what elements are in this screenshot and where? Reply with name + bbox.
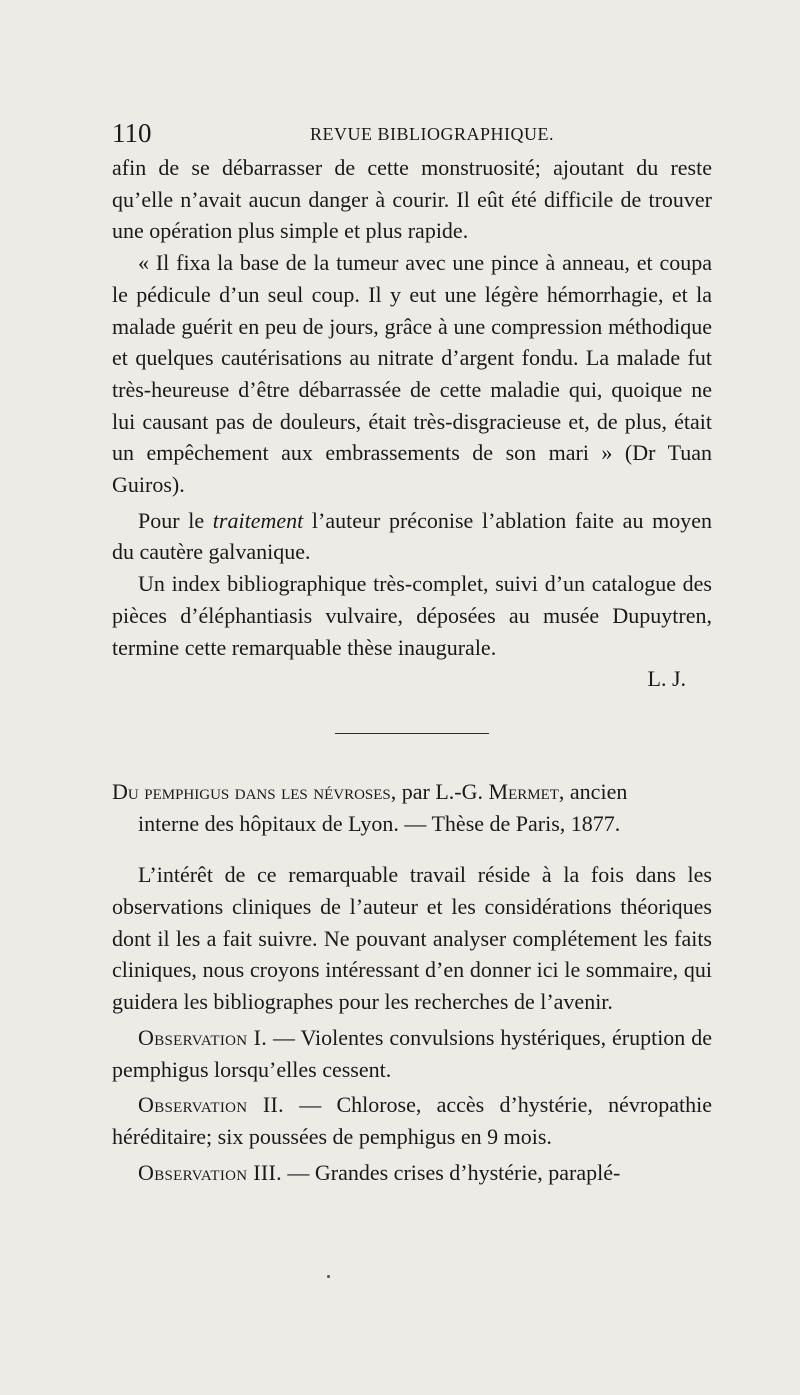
observation-item	[112, 1022, 712, 1085]
page-number: 110	[112, 118, 152, 148]
observation-label: Observation II.	[138, 1092, 284, 1118]
bibliographic-entry	[112, 776, 712, 839]
observation-label: Observation III.	[138, 1159, 282, 1185]
ink-speck	[327, 1275, 330, 1278]
entry-author: Mermet	[488, 778, 559, 804]
review-paragraph: L’intérêt de ce remarquable travail réside à la fois dans les observations cliniques de l’auteur et les considérations théoriques dont il les a fait suivre. Ne pouvant analyser complétement les faits cliniques, nous croyons intéressant d’en donner ici le sommaire, qui guidera les bibliographes pour les recherches de l’avenir.	[112, 862, 712, 1015]
index-paragraph: Un index bibliographique très-complet, suivi d’un catalogue des pièces d’éléphantiasis vulvaire, déposées au musée Dupuytren, termine cette remarquable thèse inaugurale.	[112, 571, 712, 660]
page-header	[112, 118, 712, 152]
observation-label: Observation I.	[138, 1024, 268, 1050]
entry-by: par L.-G.	[396, 778, 489, 804]
observation-item	[112, 1089, 712, 1152]
entry-rest: , ancien	[558, 778, 628, 804]
treatment-text-before: Pour le	[138, 507, 213, 533]
running-title: REVUE BIBLIOGRAPHIQUE.	[310, 124, 554, 144]
observation-item	[112, 1157, 712, 1189]
page-body	[112, 152, 712, 1188]
treatment-italic: traitement	[212, 507, 304, 533]
signature: L. J.	[647, 666, 686, 692]
observation-text: — Chlorose, accès d’hystérie, névropathie héréditaire; six poussées de pemphigus en 9 mois.	[112, 1092, 713, 1149]
observation-text: — Grandes crises d’hystérie, paraplé-	[281, 1159, 621, 1185]
paragraph-continuation: afin de se débarrasser de cette monstruosité; ajoutant du reste qu’elle n’avait aucun danger à courir. Il eût été difficile de trouver une opération plus simple et plus rapide.	[112, 155, 712, 244]
entry-title: Du pemphigus dans les névroses,	[112, 778, 397, 804]
treatment-paragraph	[112, 505, 712, 568]
entry-second-line: interne des hôpitaux de Lyon. — Thèse de Paris, 1877.	[138, 810, 621, 836]
treatment-text-after: l’auteur préconise l’ablation faite au moyen du cautère galvanique.	[112, 507, 712, 565]
observation-text: — Violentes convulsions hystériques, éruption de pemphigus lorsqu’elles cessent.	[112, 1024, 712, 1082]
quoted-paragraph: « Il fixa la base de la tumeur avec une pince à anneau, et coupa le pédicule d’un seul coup. Il y eut une légère hémorrhagie, et la malade guérit en peu de jours, grâce à une compression méthodique et quelques cautérisations au nitrate d’argent fondu. La malade fut très-heureuse d’être débarrassée de cette maladie qui, quoique ne lui causant pas de douleurs, était très-disgracieuse et, de plus, était un empêchement aux embrassements de son mari » (Dr Tuan Guiros).	[112, 250, 712, 498]
section-divider	[335, 733, 489, 734]
